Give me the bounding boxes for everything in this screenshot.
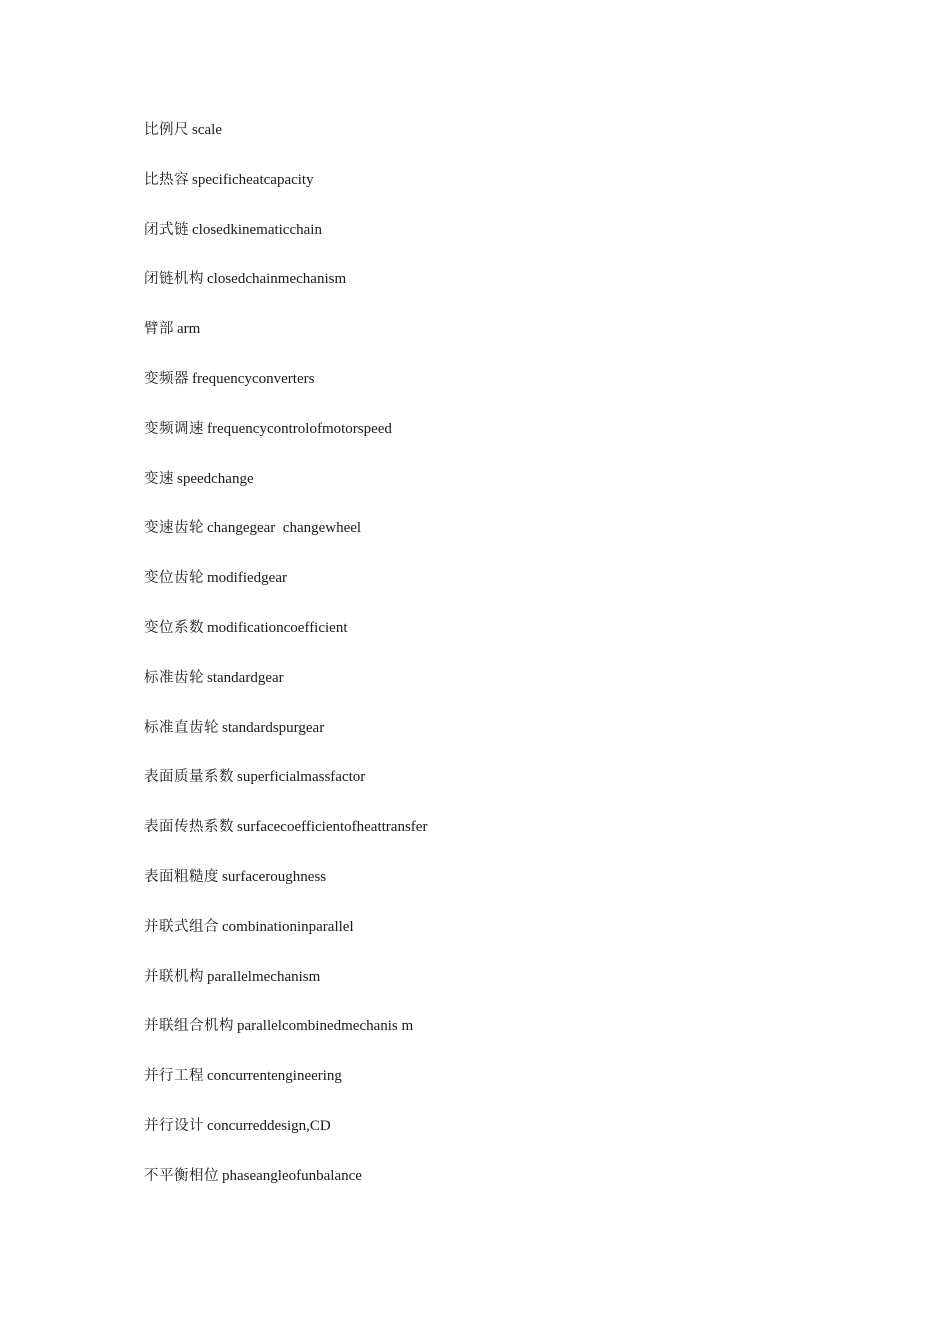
english-term: closedchainmechanism	[207, 271, 347, 288]
chinese-term: 变频器	[144, 370, 189, 387]
glossary-entry	[144, 761, 427, 811]
chinese-term: 并行设计	[144, 1117, 204, 1134]
english-term: superficialmassfactor	[237, 769, 366, 786]
english-term: standardspurgear	[222, 719, 325, 736]
chinese-term: 不平衡相位	[144, 1167, 219, 1184]
chinese-term: 比例尺	[144, 122, 189, 138]
glossary-entry	[144, 861, 427, 911]
glossary-entry	[144, 263, 427, 313]
chinese-term: 变速	[144, 470, 174, 487]
chinese-term: 闭链机构	[144, 271, 204, 288]
chinese-term: 比热容	[144, 171, 189, 188]
english-term: changegear changewheel	[207, 520, 362, 537]
chinese-term: 标准齿轮	[144, 669, 204, 686]
glossary-entry	[144, 1110, 427, 1160]
glossary-entry	[144, 712, 427, 762]
glossary-entry	[144, 164, 427, 214]
glossary-entry	[144, 1060, 427, 1110]
chinese-term: 变频调速	[144, 420, 204, 437]
english-term: scale	[192, 122, 222, 138]
glossary-entry	[144, 612, 427, 662]
english-term: phaseangleofunbalance	[222, 1167, 362, 1184]
glossary-entry	[144, 811, 427, 861]
glossary-list	[144, 114, 427, 1210]
chinese-term: 标准直齿轮	[144, 719, 219, 736]
english-term: arm	[177, 321, 201, 338]
glossary-entry	[144, 961, 427, 1011]
chinese-term: 并行工程	[144, 1068, 204, 1085]
english-term: surfaceroughness	[222, 868, 327, 885]
glossary-entry	[144, 413, 427, 463]
chinese-term: 并联式组合	[144, 918, 219, 935]
chinese-term: 变位系数	[144, 619, 204, 636]
english-term: combinationinparallel	[222, 918, 354, 935]
chinese-term: 表面传热系数	[144, 819, 234, 836]
glossary-entry	[144, 463, 427, 513]
chinese-term: 变位齿轮	[144, 570, 204, 587]
chinese-term: 臂部	[144, 321, 174, 338]
english-term: modificationcoefficient	[207, 619, 348, 636]
glossary-entry	[144, 911, 427, 961]
english-term: modifiedgear	[207, 570, 287, 587]
english-term: speedchange	[177, 470, 254, 487]
chinese-term: 闭式链	[144, 221, 189, 238]
english-term: surfacecoefficientofheattransfer	[237, 819, 428, 836]
chinese-term: 表面质量系数	[144, 769, 234, 786]
glossary-entry	[144, 1160, 427, 1210]
chinese-term: 并联组合机构	[144, 1018, 234, 1035]
chinese-term: 变速齿轮	[144, 520, 204, 537]
glossary-entry	[144, 214, 427, 264]
glossary-entry	[144, 363, 427, 413]
english-term: frequencycontrolofmotorspeed	[207, 420, 392, 437]
english-term: concurrentengineering	[207, 1068, 342, 1085]
glossary-entry	[144, 562, 427, 612]
english-term: parallelmechanism	[207, 968, 321, 985]
english-term: concurreddesign,CD	[207, 1117, 331, 1134]
english-term: frequencyconverters	[192, 370, 315, 387]
chinese-term: 表面粗糙度	[144, 868, 219, 885]
glossary-entry	[144, 512, 427, 562]
glossary-entry	[144, 114, 427, 164]
english-term: specificheatcapacity	[192, 171, 314, 188]
english-term: standardgear	[207, 669, 284, 686]
english-term: parallelcombinedmechanis m	[237, 1018, 414, 1035]
english-term: closedkinematicchain	[192, 221, 322, 238]
glossary-entry	[144, 662, 427, 712]
glossary-entry	[144, 1010, 427, 1060]
glossary-entry	[144, 313, 427, 363]
chinese-term: 并联机构	[144, 968, 204, 985]
